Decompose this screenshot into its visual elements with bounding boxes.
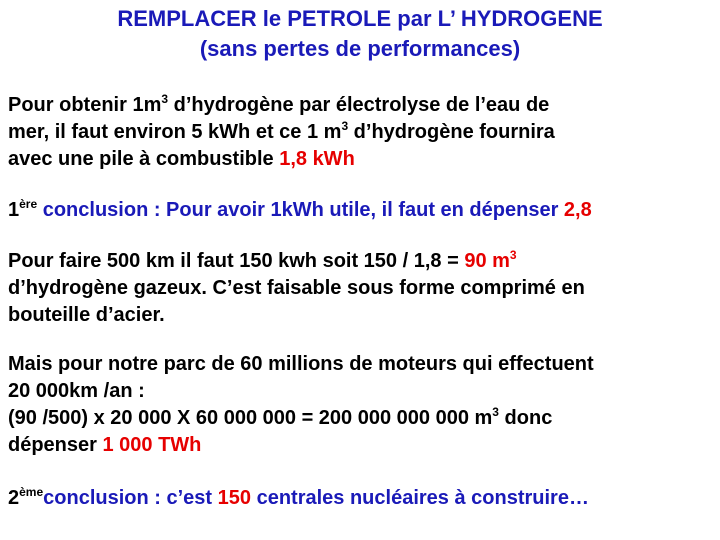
p5-text-b: centrales nucléaires à construire… [251, 487, 589, 509]
p3-text-a: Pour faire 500 km il faut 150 kwh soit 150 / 1,8 = [8, 250, 465, 272]
first-conclusion [8, 197, 713, 224]
p4-text-c: (90 /500) x 20 000 X 60 000 000 = 200 000 000 000 m [8, 407, 493, 429]
title-line-1: REMPLACER le PETROLE par L’ HYDROGENE [117, 6, 603, 31]
p1-text-e: avec une pile à combustible [8, 148, 280, 170]
paragraph-fleet [8, 351, 713, 459]
p3-sup: 3 [509, 248, 517, 262]
p2-number: 1 [8, 199, 20, 221]
paragraph-electrolysis [8, 92, 713, 173]
p5-highlight: 150 [217, 487, 252, 509]
p5-number: 2 [8, 487, 20, 509]
slide-title [0, 4, 720, 64]
p3-text-b: d’hydrogène gazeux. C’est faisable sous forme comprimé en [8, 277, 585, 299]
p1-sup-2: 3 [341, 119, 349, 133]
p1-highlight: 1,8 kWh [279, 148, 355, 170]
title-line-2: (sans pertes de performances) [199, 36, 521, 61]
p2-text: conclusion : Pour avoir 1kWh utile, il faut en dépenser [37, 199, 564, 221]
p3-text-c: bouteille d’acier. [8, 304, 165, 326]
p5-text-a: conclusion : c’est [43, 487, 218, 509]
p4-text-d: donc [498, 407, 553, 429]
p4-text-a: Mais pour notre parc de 60 millions de moteurs qui effectuent [8, 353, 594, 375]
p2-highlight: 2,8 [563, 199, 592, 221]
p1-text-b: d’hydrogène par électrolyse de l’eau de [168, 94, 550, 116]
paragraph-distance [8, 248, 713, 329]
p4-text-e: dépenser [8, 434, 103, 456]
p1-text-c: mer, il faut environ 5 kWh et ce 1 m [8, 121, 342, 143]
p5-sup: ème [19, 485, 44, 499]
p3-highlight: 90 m [464, 250, 510, 272]
p2-sup: ère [19, 197, 38, 211]
p4-text-b: 20 000km /an : [8, 380, 145, 402]
p4-sup: 3 [492, 405, 499, 419]
p4-highlight: 1 000 TWh [102, 434, 202, 456]
p1-sup: 3 [161, 92, 169, 106]
p1-text-d: d’hydrogène fournira [348, 121, 555, 143]
second-conclusion [8, 485, 713, 512]
p1-text-a: Pour obtenir 1m [8, 94, 162, 116]
